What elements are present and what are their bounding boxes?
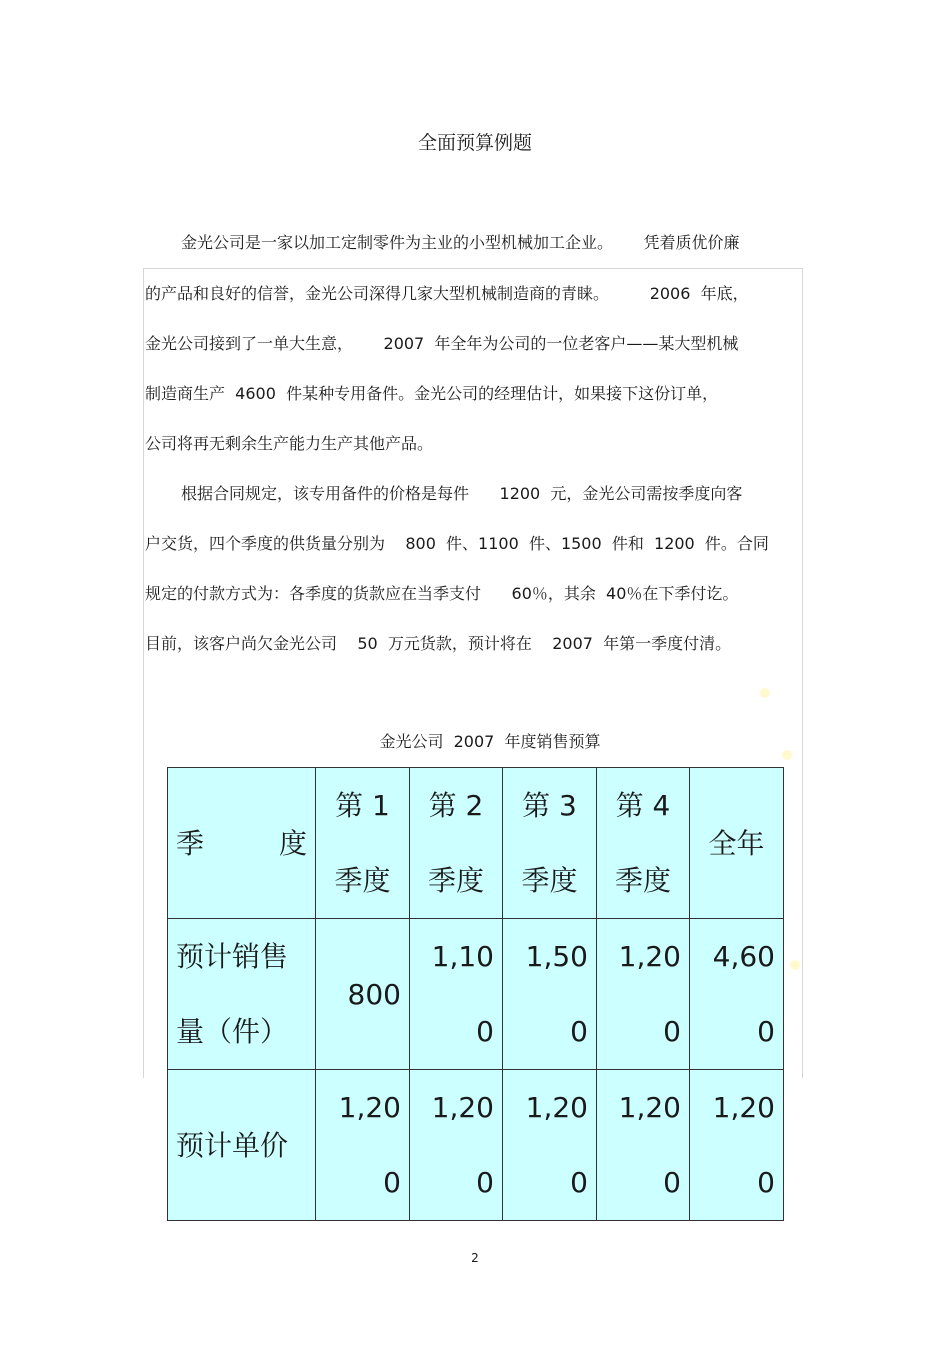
header-season-right: 度: [278, 826, 307, 860]
table-row-unit-price: [168, 1070, 784, 1221]
header-q3: 第 3 季度: [503, 768, 597, 919]
unit-price-total: 1,200: [690, 1070, 784, 1221]
table-header-row: [168, 768, 784, 919]
header-q4: 第 4 季度: [597, 768, 690, 919]
header-total: 全年: [690, 768, 784, 919]
unit-price-q2: 1,200: [410, 1070, 503, 1221]
paragraph-1-line-1: 金光公司是一家以加工定制零件为主业的小型机械加工企业。 凭着质优价廉: [181, 233, 740, 252]
header-q1: 第 1 季度: [316, 768, 410, 919]
paragraph-1-line-4: 制造商生产 4600 件某种专用备件。金光公司的经理估计，如果接下这份订单，: [145, 384, 719, 403]
page-number: 2: [471, 1251, 479, 1265]
paragraph-1-line-2: 的产品和良好的信誉，金光公司深得几家大型机械制造商的青睐。 2006 年底，: [145, 284, 749, 303]
row-label-unit-price: 预计单价: [168, 1070, 316, 1221]
unit-price-q1: 1,200: [316, 1070, 410, 1221]
table-row-sales-volume: [168, 919, 784, 1070]
decoration-dot: [790, 960, 800, 970]
sales-volume-q2: 1,100: [410, 919, 503, 1070]
table-caption: 金光公司 2007 年度销售预算: [379, 732, 601, 751]
header-q2: 第 2 季度: [410, 768, 503, 919]
header-season-cell: [168, 768, 316, 919]
paragraph-2-line-1: 根据合同规定，该专用备件的价格是每件 1200 元，金光公司需按季度向客: [181, 484, 743, 503]
paragraph-2-line-2: 户交货，四个季度的供货量分别为 800 件、1100 件、1500 件和 1200 件。合同: [145, 534, 769, 553]
sales-volume-total: 4,600: [690, 919, 784, 1070]
sales-volume-q4: 1,200: [597, 919, 690, 1070]
paragraph-2-line-3: 规定的付款方式为：各季度的货款应在当季支付 60％，其余 40％在下季付讫。: [145, 584, 739, 603]
sales-volume-q1: 800: [316, 919, 410, 1070]
paragraph-1-line-3: 金光公司接到了一单大生意， 2007 年全年为公司的一位老客户——某大型机械: [145, 334, 739, 353]
paragraph-1-line-5: 公司将再无剩余生产能力生产其他产品。: [145, 434, 434, 453]
decoration-dot: [760, 688, 770, 698]
row-label-sales-volume: 预计销售量（件）: [168, 919, 316, 1070]
unit-price-q3: 1,200: [503, 1070, 597, 1221]
paragraph-2-line-4: 目前，该客户尚欠金光公司 50 万元货款，预计将在 2007 年第一季度付清。: [145, 634, 732, 653]
unit-price-q4: 1,200: [597, 1070, 690, 1221]
header-season-left: 季: [176, 826, 205, 860]
sales-budget-table: [167, 767, 784, 1221]
document-title: 全面预算例题: [417, 132, 532, 154]
sales-volume-q3: 1,500: [503, 919, 597, 1070]
